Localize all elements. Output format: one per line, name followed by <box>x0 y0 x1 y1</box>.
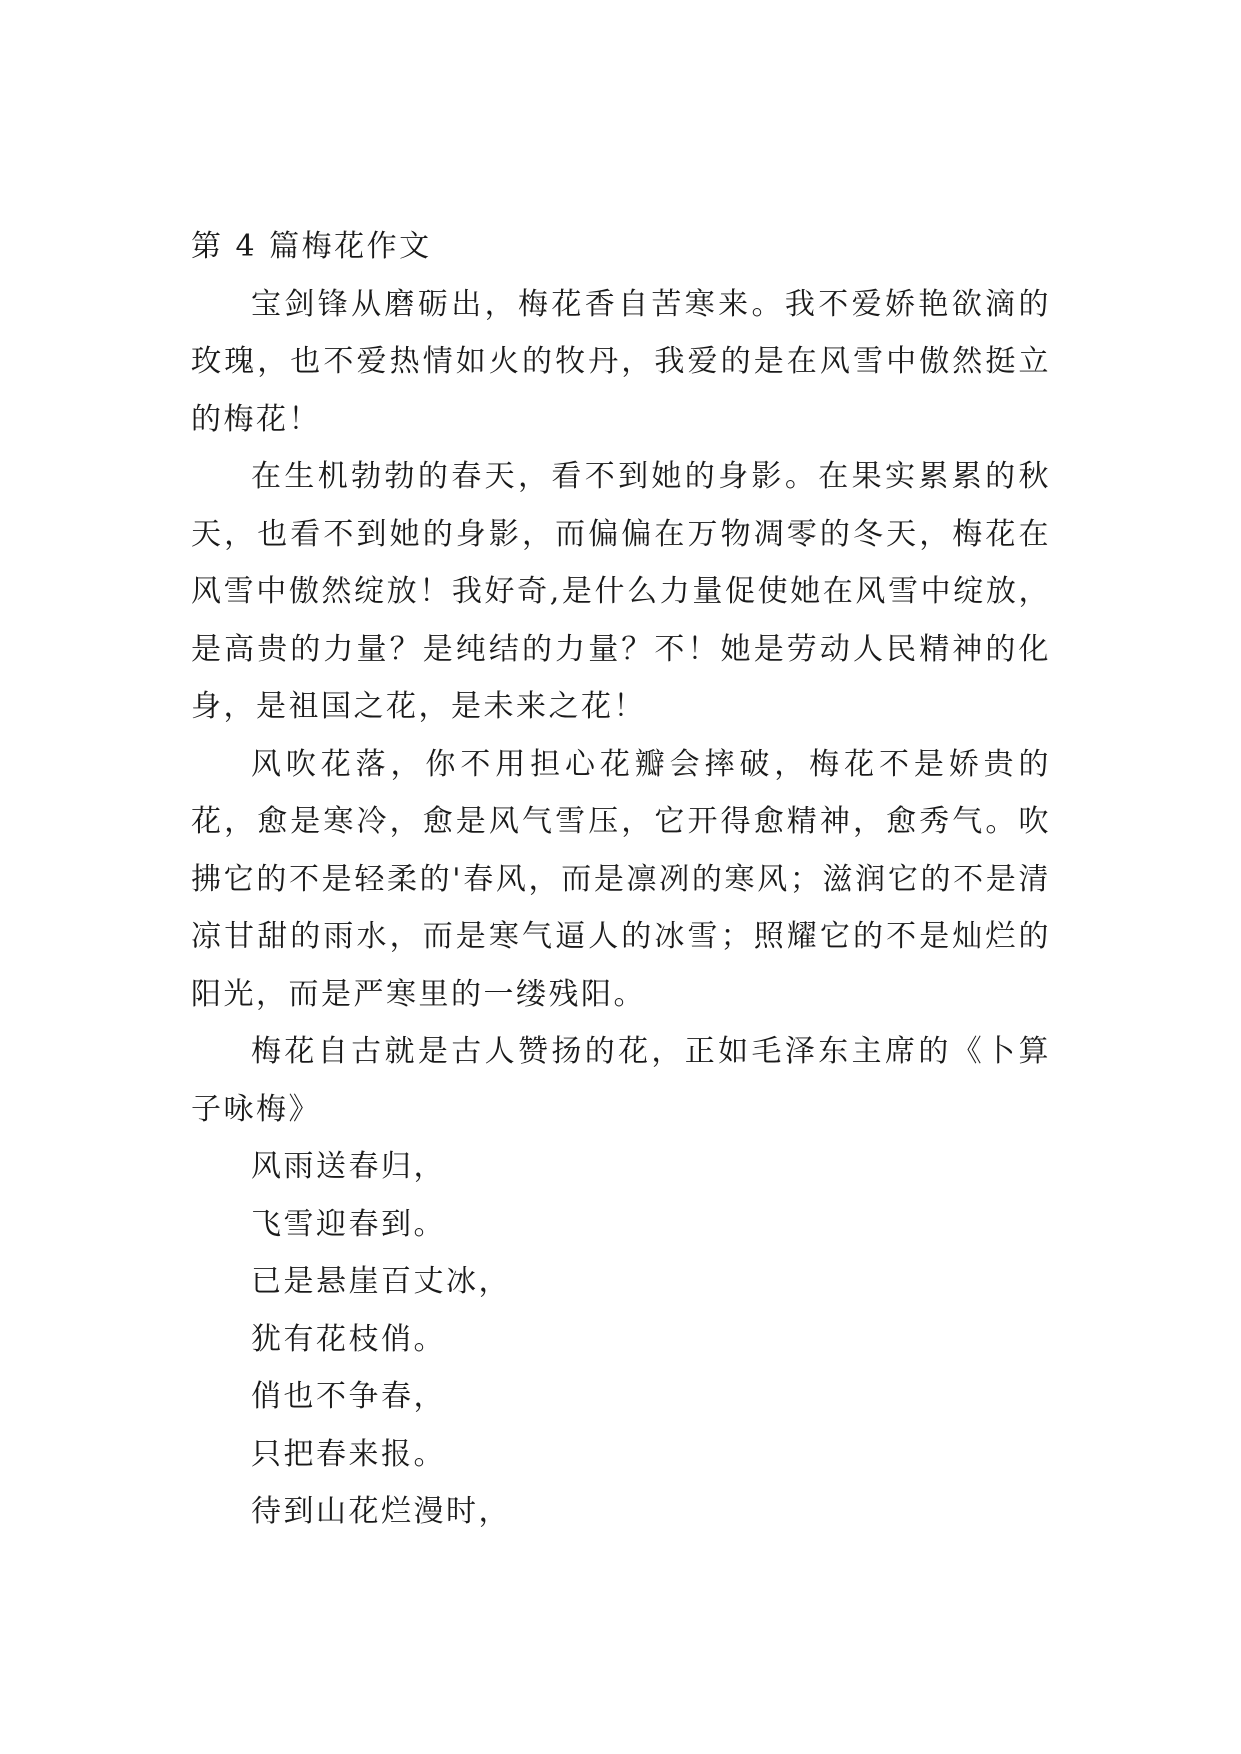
poem-line: 只把春来报。 <box>251 1436 446 1472</box>
paragraph-intro: 宝剑锋从磨砺出，梅花香自苦寒来。我不爱娇艳欲滴的玫瑰，也不爱热情如火的牧丹，我爱的是在风雪中傲然挺立的梅花！ <box>191 286 1051 437</box>
document-body <box>191 218 1051 1541</box>
poem-line: 俏也不争春， <box>251 1379 446 1414</box>
paragraph-seasons: 在生机勃勃的春天，看不到她的身影。在果实累累的秋天，也看不到她的身影，而偏偏在万物凋零的冬天，梅花在风雪中傲然绽放！我好奇,是什么力量促使她在风雪中绽放，是高贵的力量？是纯结的力量？不！她是劳动人民精神的化身，是祖国之花，是未来之花！ <box>191 459 1051 724</box>
paragraph-poem-intro: 梅花自古就是古人赞扬的花，正如毛泽东主席的《卜算子咏梅》 <box>191 1034 1051 1127</box>
poem-line: 已是悬崖百丈冰， <box>251 1264 511 1299</box>
poem <box>191 1138 1051 1541</box>
poem-line: 犹有花枝俏。 <box>251 1321 446 1357</box>
essay-title: 第 4 篇梅花作文 <box>191 229 432 264</box>
poem-line: 待到山花烂漫时， <box>251 1494 511 1529</box>
paragraph-wind-snow: 风吹花落，你不用担心花瓣会摔破，梅花不是娇贵的花，愈是寒冷，愈是风气雪压，它开得愈精神，愈秀气。吹拂它的不是轻柔的'春风，而是凛冽的寒风；滋润它的不是清凉甘甜的雨水，而是寒气逼人的冰雪；照耀它的不是灿烂的阳光，而是严寒里的一缕残阳。 <box>191 746 1051 1012</box>
poem-line: 风雨送春归， <box>251 1149 446 1184</box>
poem-line: 飞雪迎春到。 <box>251 1206 446 1242</box>
